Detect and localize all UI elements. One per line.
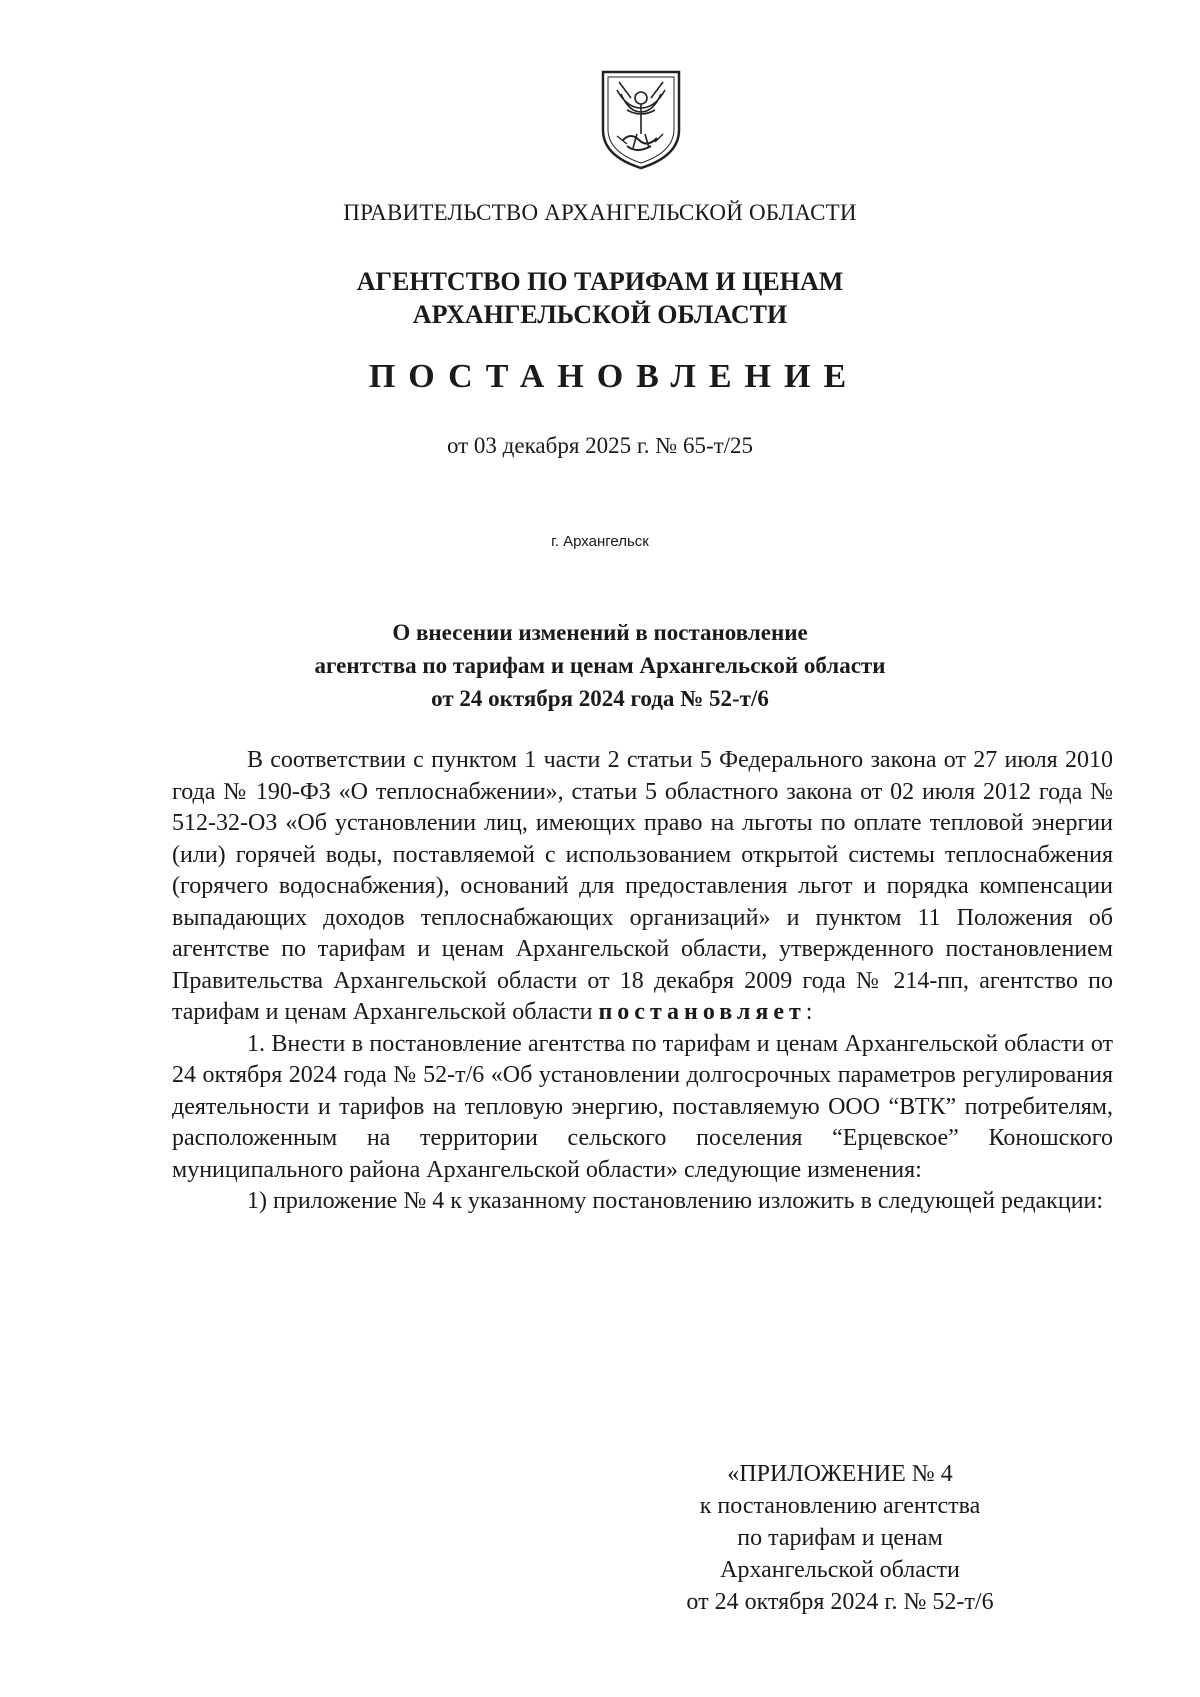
agency-title-line-1: АГЕНТСТВО ПО ТАРИФАМ И ЦЕНАМ (356, 267, 844, 296)
decree-date-number: от 03 декабря 2025 г. № 65-т/25 (446, 433, 754, 458)
city-name: г. Архангельск (551, 533, 649, 550)
coat-of-arms-icon (597, 68, 685, 172)
appendix-line-2: к постановлению агентства (699, 1493, 981, 1519)
document-type: ПОСТАНОВЛЕНИЕ (368, 358, 860, 395)
appendix-line-3: по тарифам и ценам (737, 1525, 943, 1551)
subject-line-1: О внесении изменений в постановление (392, 620, 808, 645)
resolves-word: постановляет (598, 999, 806, 1025)
preamble-text: В соответствии с пунктом 1 части 2 статьи 5 Федерального закона от 27 июля 2010 года № 190-ФЗ «О теплоснабжении», статьи 5 областного закона от 02 июля 2012 года № 512-32-ОЗ «Об установлении лиц, имеющих право на льготы по оплате тепловой энергии (или) горячей воды, поставляемой с использованием открытой системы теплоснабжения (горячего водоснабжения), оснований для предоставления льгот и порядка компенсации выпадающих доходов теплоснабжающих организаций» и пунктом 11 Положения об агентстве по тарифам и ценам Архангельской области, утвержденного постановлением Правительства Архангельской области от 18 декабря 2009 года № 214-пп, агентство по тарифам и ценам Архангельской области (172, 747, 1113, 1025)
decree-body (172, 745, 1113, 1218)
appendix-line-4: Архангельской области (720, 1557, 960, 1583)
resolves-colon: : (805, 999, 813, 1025)
preamble-paragraph (172, 745, 1113, 1029)
appendix-line-1: «ПРИЛОЖЕНИЕ № 4 (727, 1461, 953, 1487)
agency-title-line-2: АРХАНГЕЛЬСКОЙ ОБЛАСТИ (412, 300, 788, 329)
appendix-line-5: от 24 октября 2024 г. № 52-т/6 (686, 1589, 994, 1615)
decree-subject (0, 616, 1200, 715)
agency-title (0, 265, 1200, 331)
subject-line-3: от 24 октября 2024 года № 52-т/6 (431, 686, 769, 711)
government-title: ПРАВИТЕЛЬСТВО АРХАНГЕЛЬСКОЙ ОБЛАСТИ (343, 200, 857, 225)
subitem-1-paragraph: 1) приложение № 4 к указанному постановлению изложить в следующей редакции: (247, 1188, 1104, 1214)
appendix-heading (620, 1458, 1060, 1618)
subject-line-2: агентства по тарифам и ценам Архангельской области (314, 653, 886, 678)
item-1-paragraph: 1. Внести в постановление агентства по тарифам и ценам Архангельской области от 24 октября 2024 года № 52-т/6 «Об установлении долгосрочных параметров регулирования деятельности и тарифов на тепловую энергию, поставляемую ООО “ВТК” потребителям, расположенным на территории сельского поселения “Ерцевское” Коношского муниципального района Архангельской области» следующие изменения: (172, 1030, 1113, 1183)
